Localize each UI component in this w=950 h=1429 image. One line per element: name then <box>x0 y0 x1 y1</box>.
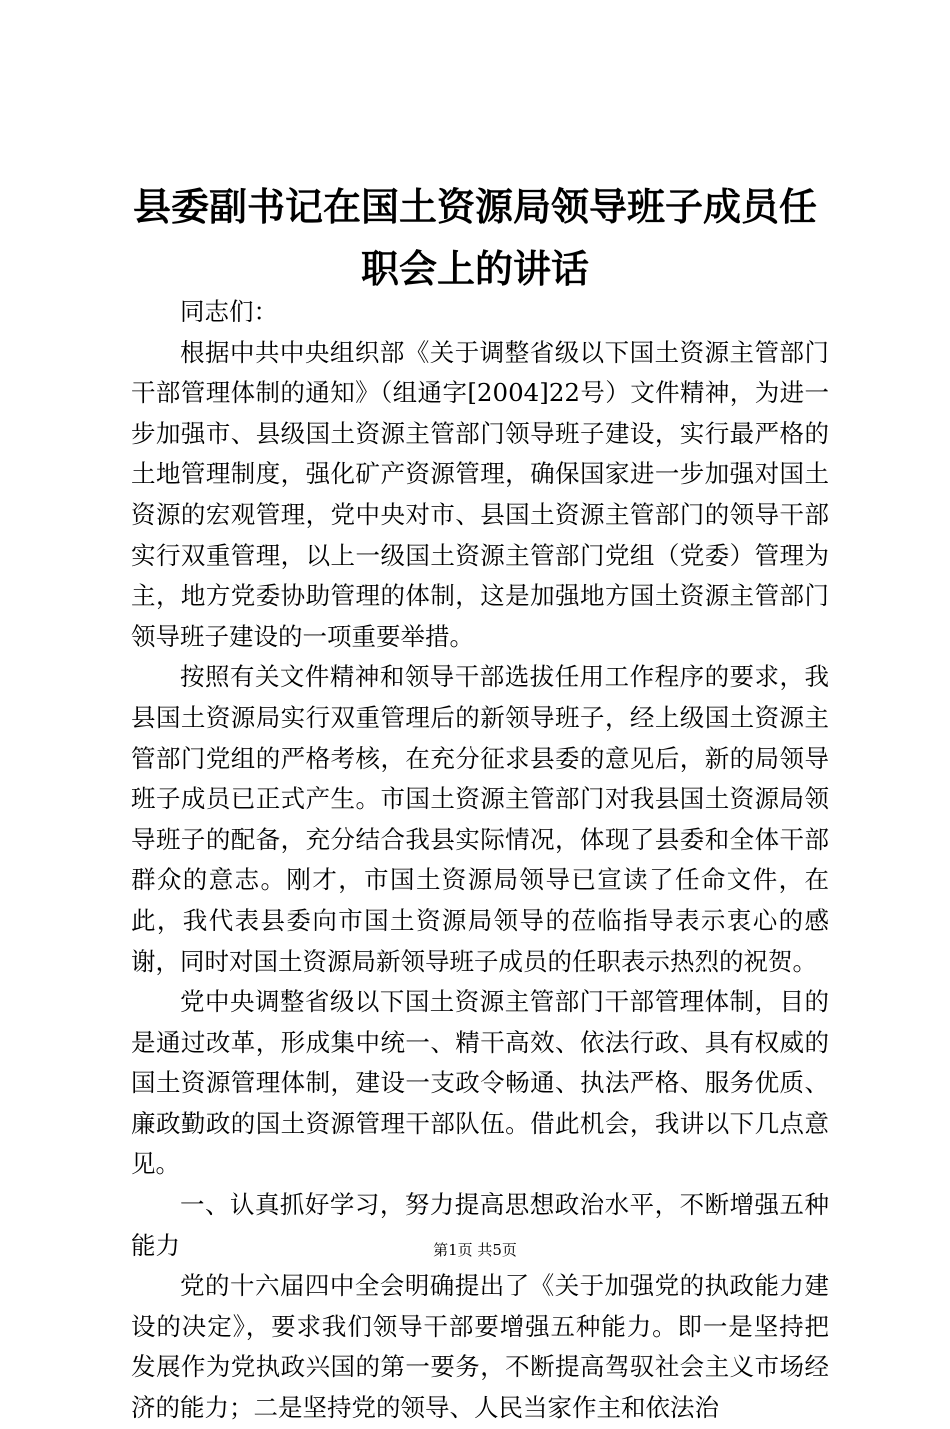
paragraph: 党中央调整省级以下国土资源主管部门干部管理体制，目的是通过改革，形成集中统一、精干高效、依法行政、具有权威的国土资源管理体制，建设一支政令畅通、执法严格、服务优质、廉政勤政的国土资源管理干部队伍。借此机会，我讲以下几点意见。 <box>131 987 829 1179</box>
document-title: 县委副书记在国土资源局领导班子成员任职会上的讲话 <box>132 184 817 291</box>
page-footer: 第1页 共5页 <box>433 1241 517 1259</box>
paragraph: 党的十六届四中全会明确提出了《关于加强党的执政能力建设的决定》，要求我们领导干部要增强五种能力。即一是坚持把发展作为党执政兴国的第一要务，不断提高驾驭社会主义市场经济的能力；二是坚持党的领导、人民当家作主和依法治 <box>131 1271 829 1423</box>
paragraph: 按照有关文件精神和领导干部选拔任用工作程序的要求，我县国土资源局实行双重管理后的新领导班子，经上级国土资源主管部门党组的严格考核，在充分征求县委的意见后，新的局领导班子成员已正式产生。市国土资源主管部门对我县国土资源局领导班子的配备，充分结合我县实际情况，体现了县委和全体干部群众的意志。刚才，市国土资源局领导已宣读了任命文件，在此，我代表县委向市国土资源局领导的莅临指导表示衷心的感谢，同时对国土资源局新领导班子成员的任职表示热烈的祝贺。 <box>131 662 829 976</box>
salutation: 同志们： <box>180 297 278 326</box>
section-heading: 一、认真抓好学习，努力提高思想政治水平，不断增强五种能力 <box>131 1190 829 1260</box>
paragraph: 根据中共中央组织部《关于调整省级以下国土资源主管部门干部管理体制的通知》（组通字[2004]22号）文件精神，为进一步加强市、县级国土资源主管部门领导班子建设，实行最严格的土地管理制度，强化矿产资源管理，确保国家进一步加强对国土资源的宏观管理，党中央对市、县国土资源主管部门的领导干部实行双重管理，以上一级国土资源主管部门党组（党委）管理为主，地方党委协助管理的体制，这是加强地方国土资源主管部门领导班子建设的一项重要举措。 <box>131 337 829 651</box>
